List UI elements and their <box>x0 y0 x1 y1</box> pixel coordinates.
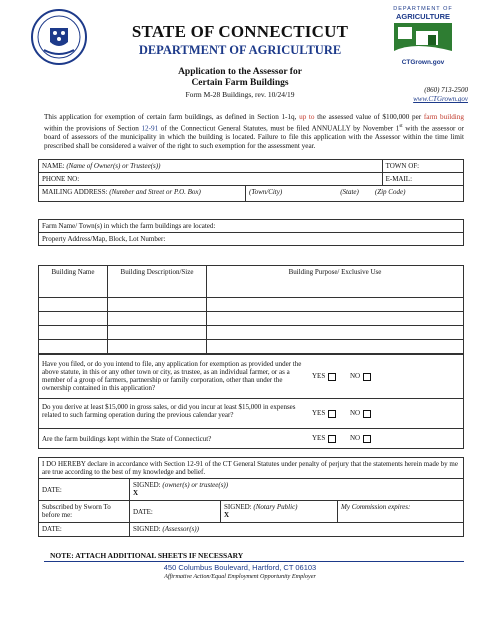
q2-no-checkbox[interactable] <box>363 410 371 418</box>
farm-name-field[interactable] <box>39 220 464 233</box>
commission-field[interactable] <box>338 501 464 523</box>
intro-text-7: with the assessor or board of assessors of the municipality in which the building is located. Failure to file this application with the Assessor within the time limit prescribed shall be considered a waiver of the right to such exemption for the assessment year. <box>44 124 464 151</box>
owner-info-table <box>38 159 464 202</box>
date-field-3[interactable] <box>39 523 130 537</box>
q2-yes-label: YES <box>312 409 326 418</box>
q1-yes-checkbox[interactable] <box>328 373 336 381</box>
q3-yes-label: YES <box>312 434 326 443</box>
farm-info-table <box>38 219 464 246</box>
sworn-label: Subscribed by Sworn To before me: <box>39 501 130 523</box>
email-label: E-MAIL: <box>385 175 413 183</box>
date-field-1[interactable] <box>39 479 130 501</box>
town-city-hint: (Town/City) <box>249 188 283 196</box>
assessor-signature-field[interactable] <box>130 523 464 537</box>
cell[interactable] <box>207 340 464 354</box>
q3-no-label: NO <box>349 434 361 443</box>
cell[interactable] <box>39 298 108 312</box>
signed-notary-label: SIGNED: <box>224 503 252 511</box>
town-field[interactable] <box>382 160 463 173</box>
question-2-text: Do you derive at least $15,000 in gross sales, or did you incur at least $15,000 in expenses related to such farming operation during the previous calendar year? <box>39 399 310 429</box>
date-label-2: DATE: <box>133 507 153 516</box>
table-row <box>39 326 464 340</box>
cell[interactable] <box>39 326 108 340</box>
cell[interactable] <box>108 326 207 340</box>
date-field-2[interactable] <box>130 501 221 523</box>
q3-yes-checkbox[interactable] <box>328 435 336 443</box>
question-2-answers <box>309 399 464 429</box>
name-label: NAME: <box>42 162 65 170</box>
intro-text-red-1: up to <box>296 113 315 121</box>
intro-text-2: the assessed value of $100,000 per <box>317 113 422 121</box>
table-row <box>39 298 464 312</box>
zip-hint: (Zip Code) <box>374 188 406 196</box>
cell[interactable] <box>108 340 207 354</box>
date-label-1: DATE: <box>42 485 62 494</box>
footer-address: 450 Columbus Boulevard, Hartford, CT 06103 <box>163 563 317 572</box>
application-title-line1: Application to the Assessor for <box>178 67 302 77</box>
attach-note: NOTE: ATTACH ADDITIONAL SHEETS IF NECESSARY <box>50 551 244 560</box>
signed-owner-hint: (owner(s) or trustee(s)) <box>162 481 229 489</box>
intro-text-1: This application for exemption of certain farm buildings, as defined in Section 1-1q, <box>44 113 297 121</box>
property-field[interactable] <box>39 233 464 246</box>
intro-paragraph <box>44 113 464 151</box>
property-label: Property Address/Map, Block, Lot Number: <box>42 235 166 243</box>
q3-no-checkbox[interactable] <box>363 435 371 443</box>
col-building-name: Building Name <box>39 266 108 298</box>
question-3-text: Are the farm buildings kept within the State of Connecticut? <box>39 429 310 449</box>
contact-info <box>388 86 468 104</box>
q1-no-checkbox[interactable] <box>363 373 371 381</box>
department-title: DEPARTMENT OF AGRICULTURE <box>138 43 342 57</box>
logo-text-agriculture: AGRICULTURE <box>395 12 451 21</box>
cell[interactable] <box>108 298 207 312</box>
question-row <box>39 429 464 449</box>
mailing-label: MAILING ADDRESS: <box>42 188 108 196</box>
question-row <box>39 355 464 399</box>
phone-label: PHONE NO: <box>42 175 80 183</box>
farm-icon <box>388 21 458 59</box>
declaration-text: I DO HEREBY declare in accordance with Section 12-91 of the CT General Statutes under penalty of perjury that the statements herein made by me are true according to the best of my knowledge and belief. <box>39 458 464 479</box>
col-building-description: Building Description/Size <box>108 266 207 298</box>
q1-yes-label: YES <box>312 372 326 381</box>
website-link[interactable]: www.CTGrown.gov <box>413 95 468 103</box>
name-field[interactable] <box>39 160 383 173</box>
state-hint: (State) <box>340 188 359 196</box>
email-field[interactable] <box>382 173 463 186</box>
cell[interactable] <box>207 312 464 326</box>
cell[interactable] <box>39 312 108 326</box>
cell[interactable] <box>108 312 207 326</box>
mailing-city-field[interactable] <box>246 186 464 202</box>
footer-eoe: Affirmative Action/Equal Employment Opportunity Employer <box>164 573 316 580</box>
mailing-hint: (Number and Street or P.O. Box) <box>109 188 201 196</box>
phone-number: (860) 713-2500 <box>424 86 468 94</box>
cell[interactable] <box>207 326 464 340</box>
intro-text-red-2: farm building <box>423 113 464 121</box>
footer-divider <box>44 561 464 562</box>
application-title-line2: Certain Farm Buildings <box>191 78 289 88</box>
questions-table <box>38 354 464 449</box>
intro-sup: st <box>399 124 403 129</box>
logo-text-dept: DEPARTMENT OF <box>393 6 453 12</box>
question-3-answers <box>309 429 464 449</box>
owner-signature-field[interactable] <box>130 479 464 501</box>
commission-label: My Commission expires: <box>341 503 411 511</box>
q2-yes-checkbox[interactable] <box>328 410 336 418</box>
signed-notary-hint: (Notary Public) <box>253 503 298 511</box>
intro-text-4: within the provisions of Section <box>44 124 139 133</box>
date-label-3: DATE: <box>42 525 62 533</box>
signed-owner-label: SIGNED: <box>133 481 161 489</box>
phone-field[interactable] <box>39 173 383 186</box>
question-row <box>39 399 464 429</box>
form-number: Form M-28 Buildings, rev. 10/24/19 <box>185 90 295 99</box>
farm-name-label: Farm Name/ Town(s) in which the farm buildings are located: <box>42 222 216 230</box>
table-row <box>39 340 464 354</box>
name-hint: (Name of Owner(s) or Trustee(s)) <box>66 162 161 170</box>
notary-x-mark: X <box>224 511 230 519</box>
cell[interactable] <box>207 298 464 312</box>
question-1-text: Have you filed, or do you intend to file, any application for exemption as provided under the above statute, in this or any other town or city, as trustee, as an individual farmer, or as a member of a group of farmers, partnership or family corporation, other than under the ownership contained in this application? <box>39 355 310 399</box>
agriculture-logo <box>388 6 458 76</box>
mailing-address-field[interactable] <box>39 186 246 202</box>
signed-assessor-hint: (Assessor(s)) <box>162 525 199 533</box>
owner-x-mark: X <box>133 489 139 497</box>
signature-table <box>38 457 464 537</box>
q1-no-label: NO <box>349 372 361 381</box>
intro-text-6: of the Connecticut General Statutes, must be filed ANNUALLY by November 1 <box>158 124 400 133</box>
signed-assessor-label: SIGNED: <box>133 525 161 533</box>
q2-no-label: NO <box>349 409 361 418</box>
notary-signature-field[interactable] <box>221 501 338 523</box>
col-building-purpose: Building Purpose/ Exclusive Use <box>207 266 464 298</box>
state-title: STATE OF CONNECTICUT <box>131 22 349 41</box>
question-1-answers <box>309 355 464 399</box>
cell[interactable] <box>39 340 108 354</box>
town-label: TOWN OF: <box>385 162 420 170</box>
intro-text-blue: 12-91 <box>138 124 159 133</box>
table-row <box>39 312 464 326</box>
buildings-table <box>38 265 464 354</box>
logo-text-ctgrown: CTGrown.gov <box>401 59 445 66</box>
